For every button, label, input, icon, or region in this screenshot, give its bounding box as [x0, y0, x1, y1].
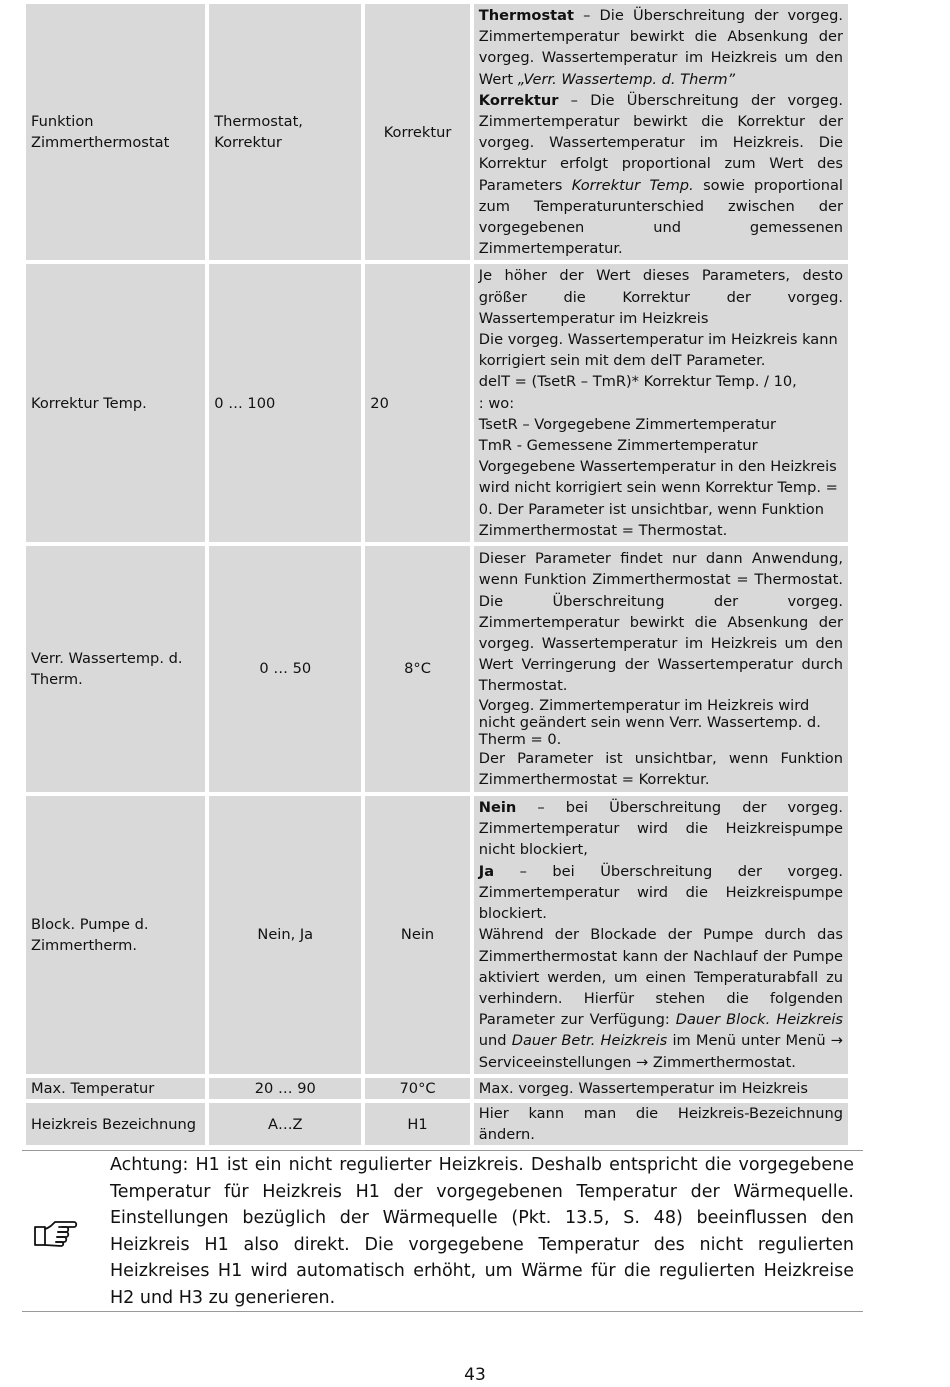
desc-line: delT = (TsetR – TmR)* Korrektur Temp. / 10, — [478, 373, 797, 391]
desc-line: Die vorgeg. Wassertemperatur im Heizkreis kann korrigiert sein mit dem delT Parameter. — [478, 331, 838, 370]
option-label: Thermostat — [478, 7, 574, 24]
table-row — [26, 1078, 848, 1099]
param-default: 70°C — [365, 1078, 470, 1099]
option-label: Nein — [478, 799, 517, 817]
desc-line: TmR - Gemessene Zimmertemperatur — [478, 437, 758, 455]
desc-line: Vorgeg. Zimmertemperatur im Heizkreis wird nicht geändert sein wenn Verr. Wassertemp. d. Therm = 0. — [478, 696, 821, 748]
option-text: Während der Blockade der Pumpe durch das Zimmerthermostat kann der Nachlauf der Pumpe aktiviert werden, um einen Temperaturabfall zu verhindern. Hierfür stehen die folgenden Parameter zur Verfügung: — [478, 926, 843, 1029]
desc-line: Der Parameter ist unsichtbar, wenn Funktion Zimmerthermostat = Korrektur. — [478, 749, 843, 788]
option-ref: „Verr. Wassertemp. d. Therm” — [517, 70, 736, 88]
param-default: 20 — [365, 264, 470, 542]
attention-note — [22, 1150, 863, 1312]
option-text: im Menü unter Menü → Serviceeinstellungen → Zimmerthermostat. — [478, 1032, 844, 1071]
desc-line: Vorgegebene Wassertemperatur in den Heizkreis wird nicht korrigiert sein wenn Korrektur Temp. = 0. Der Parameter ist unsichtbar, wenn Funktion Zimmerthermostat = Thermostat. — [478, 458, 838, 539]
option-text: – bei Überschreitung der vorgeg. Zimmertemperatur wird die Heizkreispumpe nicht blockiert, — [478, 799, 843, 859]
table-row — [26, 4, 848, 260]
table-row — [26, 264, 848, 542]
option-text: – Die Überschreitung der vorgeg. Zimmertemperatur bewirkt die Korrektur der vorgeg. Wassertemperatur im Heizkreis. Die Korrektur erfolgt proportional zum Wert des Parameters — [478, 91, 843, 194]
param-default: Nein — [365, 796, 470, 1074]
param-description: Max. vorgeg. Wassertemperatur im Heizkreis — [474, 1078, 848, 1099]
desc-line: Dieser Parameter findet nur dann Anwendung, wenn Funktion Zimmerthermostat = Thermostat. Die Überschreitung der vorgeg. Zimmertemperatur bewirkt die Absenkung der vorgeg. Wassertemperatur im Heizkreis um den Wert Verringerung der Wassertemperatur durch Thermostat. — [478, 550, 843, 695]
param-name: Funktion Zimmerthermostat — [26, 4, 205, 260]
param-name: Max. Temperatur — [26, 1078, 205, 1099]
pointing-hand-icon — [32, 1215, 88, 1253]
param-range: 20 … 90 — [209, 1078, 361, 1099]
param-default: H1 — [365, 1103, 470, 1145]
param-description — [474, 4, 848, 260]
param-range: A…Z — [209, 1103, 361, 1145]
param-description — [474, 546, 848, 792]
option-ref: Dauer Betr. Heizkreis — [511, 1032, 668, 1050]
param-description — [474, 796, 848, 1074]
param-name: Heizkreis Bezeichnung — [26, 1103, 205, 1145]
param-description: Hier kann man die Heizkreis-Bezeichnung ändern. — [474, 1103, 848, 1145]
option-label: Ja — [478, 862, 495, 880]
table-row — [26, 796, 848, 1074]
param-default: 8°C — [365, 546, 470, 792]
option-text: sowie proportional zum Temperaturunterschied zwischen der vorgegebenen und gemessenen Zimmertemperatur. — [478, 176, 843, 258]
option-text: und — [478, 1032, 512, 1050]
page-number: 43 — [464, 1365, 486, 1385]
param-description — [474, 264, 848, 542]
table-row — [26, 546, 848, 792]
option-ref: Korrektur Temp. — [571, 176, 694, 194]
desc-line: : wo: — [478, 394, 515, 412]
param-default: Korrektur — [365, 4, 470, 260]
table-row — [26, 1103, 848, 1145]
option-label: Korrektur — [478, 91, 559, 109]
note-text: Achtung: H1 ist ein nicht regulierter Heizkreis. Deshalb entspricht die vorgegebene Temperatur für Heizkreis H1 der vorgegebenen Temperatur der Wärmequelle. Einstellungen bezüglich der Wärmequelle (Pkt. 13.5, S. 48) beeinflussen den Heizkreis H1 also direkt. Die vorgegebene Temperatur des nicht regulierten Heizkreises H1 wird automatisch erhöht, um Wärme für die regulierten Heizkreise H2 und H3 zu generieren. — [110, 1155, 854, 1308]
param-range: Thermostat, Korrektur — [209, 4, 361, 260]
param-name: Block. Pumpe d. Zimmertherm. — [26, 796, 205, 1074]
param-range: Nein, Ja — [209, 796, 361, 1074]
option-text: – Die Überschreitung der vorgeg. Zimmertemperatur bewirkt die Absenkung der vorgeg. Wassertemperatur im Heizkreis um den Wert — [478, 7, 843, 88]
param-name: Verr. Wassertemp. d. Therm. — [26, 546, 205, 792]
param-name: Korrektur Temp. — [26, 264, 205, 542]
desc-line: TsetR – Vorgegebene Zimmertemperatur — [478, 415, 776, 433]
param-range: 0 … 50 — [209, 546, 361, 792]
param-range: 0 … 100 — [209, 264, 361, 542]
option-text: – bei Überschreitung der vorgeg. Zimmertemperatur wird die Heizkreispumpe blockiert. — [478, 862, 843, 923]
desc-line: Je höher der Wert dieses Parameters, desto größer die Korrektur der vorgeg. Wassertemperatur im Heizkreis — [478, 267, 843, 327]
parameter-table — [22, 0, 852, 1149]
option-ref: Dauer Block. Heizkreis — [675, 1011, 843, 1029]
